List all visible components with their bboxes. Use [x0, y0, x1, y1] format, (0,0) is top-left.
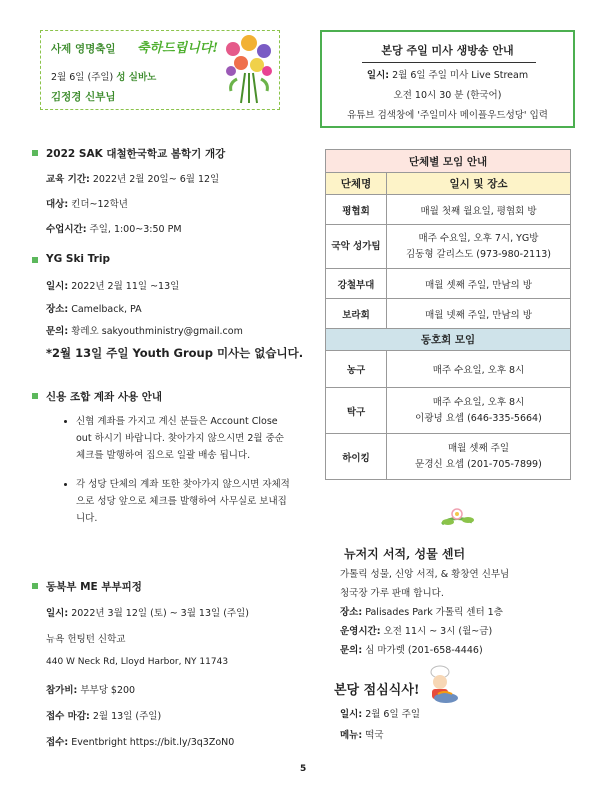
club-info-line2: 문경신 요셉 (201-705-7899): [415, 458, 542, 470]
group-name: 강철부대: [326, 269, 387, 299]
lunch-date: [340, 706, 420, 720]
group-info: [387, 225, 571, 269]
congrats-line1: [51, 69, 156, 83]
credit-bullet-2: • 각 성당 단체의 계좌 또한 찾아가지 않으시면 자체적으로 성당 앞으로 체크를 발행하여 사무실로 보내집니다.: [76, 476, 294, 527]
congrats-priest: 김정경 신부님: [51, 91, 116, 103]
me-register-label: 접수:: [46, 737, 69, 748]
flower-bouquet-icon: [219, 33, 277, 107]
table-row: [326, 434, 571, 480]
club-name: 하이킹: [326, 434, 387, 480]
school-time-label: 수업시간:: [46, 224, 87, 235]
club-name: 농구: [326, 351, 387, 388]
me-date: [46, 605, 249, 619]
nj-hours-label: 운영시간:: [340, 626, 381, 637]
me-date-value: 2022년 3월 12일 (토) ~ 3월 13일 (주일): [71, 608, 249, 619]
chef-icon: [420, 664, 462, 706]
nj-contact-value: 심 마가렛 (201-658-4446): [365, 645, 483, 656]
ski-title: YG Ski Trip: [46, 253, 110, 265]
mass-line3: 유튜브 검색창에 '주일미사 메이플우드성당' 입력: [347, 110, 548, 121]
nj-title: 뉴저지 서적, 성물 센터: [344, 547, 466, 561]
nj-contact: [340, 642, 483, 656]
table-row: [326, 388, 571, 434]
me-address: 440 W Neck Rd, Lloyd Harbor, NY 11743: [46, 657, 229, 667]
flower-icon: [438, 504, 478, 532]
mass-stream-box: [320, 30, 575, 128]
bullet-square-icon: [32, 393, 38, 399]
congrats-box: [40, 30, 280, 110]
lunch-menu-label: 메뉴:: [340, 730, 363, 741]
congrats-saint: 성 실바노: [116, 72, 157, 83]
nj-line1: 가톨릭 성물, 신앙 서적, & 황창연 신부님: [340, 569, 510, 580]
lunch-date-label: 일시:: [340, 709, 363, 720]
group-name: 평협회: [326, 195, 387, 225]
credit-bullets: [62, 413, 294, 539]
nj-contact-label: 문의:: [340, 645, 363, 656]
group-info: 매월 넷째 주일, 만남의 방: [387, 299, 571, 329]
me-deadline: [46, 708, 161, 722]
ski-place-label: 장소:: [46, 304, 69, 315]
club-name: 탁구: [326, 388, 387, 434]
me-fee-label: 참가비:: [46, 685, 78, 696]
group-info: 매월 첫째 월요일, 평협회 방: [387, 195, 571, 225]
credit-bullet-1: • 신협 계좌를 가지고 계신 분들은 Account Close out 하시기 바랍니다. 찾아가지 않으시면 2월 중순 체크를 발행하여 집으로 일괄 배송 됩니다.: [76, 413, 294, 464]
bullet-square-icon: [32, 583, 38, 589]
school-period-label: 교육 기간:: [46, 174, 90, 185]
club-info-line1: 매월 셋째 주일: [447, 442, 510, 454]
me-title: 동북부 ME 부부피정: [46, 581, 142, 593]
club-info-line1: 매주 수요일, 오후 8시: [432, 396, 525, 408]
nj-hours: [340, 623, 492, 637]
school-title: 2022 SAK 대철한국학교 봄학기 개강: [46, 148, 226, 160]
group-info-line1: 매주 수요일, 오후 7시, YG방: [418, 232, 539, 244]
table-row: [326, 225, 571, 269]
school-target: [46, 196, 128, 210]
lunch-date-value: 2월 6일 주일: [365, 709, 421, 720]
club-info: 매주 수요일, 오후 8시: [387, 351, 571, 388]
lunch-title: 본당 점심식사!: [334, 683, 420, 698]
groups-title: 단체별 모임 안내: [326, 150, 571, 173]
congrats-script: 축하드립니다!: [137, 41, 219, 56]
nj-place-value: Palisades Park 가톨릭 센터 1층: [365, 607, 503, 618]
ski-date: [46, 278, 179, 292]
school-target-value: 킨더~12학년: [71, 199, 128, 210]
groups-table: [325, 149, 571, 480]
group-info: 매월 셋째 주일, 만남의 방: [387, 269, 571, 299]
mass-title-underline: [362, 62, 536, 63]
ski-place: [46, 301, 142, 315]
lunch-menu: [340, 727, 384, 741]
credit-title: 신용 조합 계좌 사용 안내: [46, 391, 163, 403]
me-register-value: Eventbright https://bit.ly/3q3ZoN0: [71, 737, 235, 748]
group-name: 보라회: [326, 299, 387, 329]
me-deadline-value: 2월 13일 (주일): [92, 711, 162, 722]
club-info: [387, 434, 571, 480]
bullet-square-icon: [32, 150, 38, 156]
table-row: [326, 269, 571, 299]
school-period: [46, 171, 219, 185]
mass-line1-text: 2월 6일 주일 미사 Live Stream: [392, 70, 529, 81]
mass-line1: [322, 67, 573, 81]
nj-hours-value: 오전 11시 ~ 3시 (월~금): [383, 626, 493, 637]
nj-place-label: 장소:: [340, 607, 363, 618]
club-info: [387, 388, 571, 434]
ski-contact-label: 문의:: [46, 326, 69, 337]
bullet-square-icon: [32, 257, 38, 263]
ski-contact: [46, 323, 243, 337]
ski-date-label: 일시:: [46, 281, 69, 292]
school-time-value: 주일, 1:00~3:50 PM: [89, 224, 182, 235]
club-info-line2: 이광녕 요셉 (646-335-5664): [415, 412, 542, 424]
table-row: [326, 351, 571, 388]
lunch-menu-value: 떡국: [365, 730, 384, 741]
group-name: 국악 성가팀: [326, 225, 387, 269]
mass-line2: 오전 10시 30 분 (한국어): [393, 90, 502, 101]
table-row: [326, 299, 571, 329]
mass-label: 일시:: [366, 70, 390, 81]
me-fee: [46, 682, 135, 696]
groups-col-name: 단체명: [326, 173, 387, 195]
mass-title: 본당 주일 미사 생방송 안내: [381, 44, 514, 57]
me-register: [46, 734, 234, 748]
school-time: [46, 221, 182, 235]
me-fee-value: 부부당 $200: [80, 685, 136, 696]
page-number: 5: [300, 764, 307, 774]
me-deadline-label: 접수 마감:: [46, 711, 90, 722]
nj-place: [340, 604, 503, 618]
ski-contact-value: 황레오 sakyouthministry@gmail.com: [71, 326, 243, 337]
nj-line2: 청국장 가루 판매 합니다.: [340, 588, 444, 599]
ski-notice: *2월 13일 주일 Youth Group 미사는 없습니다.: [46, 346, 304, 360]
groups-col-info: 일시 및 장소: [387, 173, 571, 195]
school-target-label: 대상:: [46, 199, 69, 210]
me-venue: 뉴욕 헌팅턴 신학교: [46, 634, 126, 645]
table-row: [326, 195, 571, 225]
congrats-title: 사제 영명축일: [51, 43, 116, 55]
school-period-value: 2022년 2월 20일~ 6월 12일: [92, 174, 220, 185]
ski-date-value: 2022년 2월 11일 ~13일: [71, 281, 180, 292]
congrats-date: 2월 6일 (주일): [51, 72, 114, 83]
me-date-label: 일시:: [46, 608, 69, 619]
clubs-title: 동호회 모임: [326, 329, 571, 351]
ski-place-value: Camelback, PA: [71, 304, 142, 315]
group-info-line2: 김동형 갈리스도 (973-980-2113): [406, 248, 551, 260]
